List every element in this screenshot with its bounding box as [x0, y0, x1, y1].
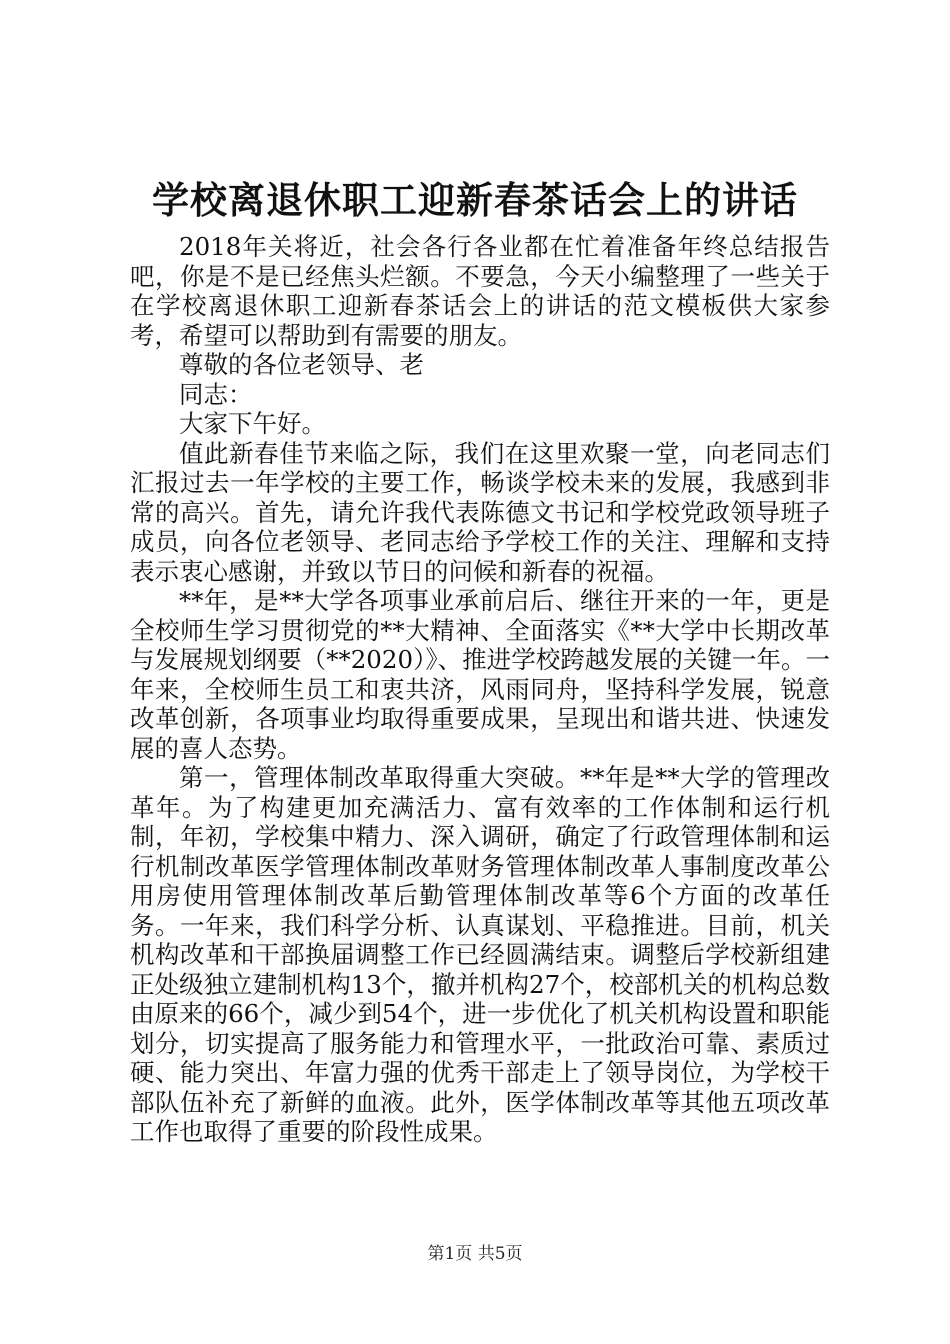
paragraph-management-reform: 第一，管理体制改革取得重大突破。**年是**大学的管理改革年。为了构建更加充满活力、富有效率的工作体制和运行机制，年初，学校集中精力、深入调研，确定了行政管理体制和运行机制改革医学管理体制改革财务管理体制改革人事制度改革公用房使用管理体制改革后勤管理体制改革等6个方面的改革任务。一年来，我们科学分析、认真谋划、平稳推进。目前，机关机构改革和干部换届调整工作已经圆满结束。调整后学校新组建正处级独立建制机构13个，撤并机构27个，校部机关的机构总数由原来的66个，减少到54个，进一步优化了机关机构设置和职能划分，切实提高了服务能力和管理水平，一批政治可靠、素质过硬、能力突出、年富力强的优秀干部走上了领导岗位，为学校干部队伍补充了新鲜的血液。此外，医学体制改革等其他五项改革工作也取得了重要的阶段性成果。 [130, 763, 830, 1146]
page-number-footer: 第1页 共5页 [427, 1244, 523, 1264]
paragraph-greeting: 大家下午好。 [179, 409, 326, 438]
paragraph-salutation: 尊敬的各位老领导、老 [179, 350, 424, 379]
paragraph-year-summary: **年，是**大学各项事业承前启后、继往开来的一年，更是全校师生学习贯彻党的**大精神、全面落实《**大学中长期改革与发展规划纲要（**2020）》、推进学校跨越发展的关键一年。一年来，全校师生员工和衷共济，风雨同舟，坚持科学发展，锐意改革创新，各项事业均取得重要成果，呈现出和谐共进、快速发展的喜人态势。 [130, 586, 830, 763]
document-title: 学校离退休职工迎新春茶话会上的讲话 [152, 178, 798, 222]
paragraph-salutation-continued: 同志： [179, 379, 253, 409]
paragraph-intro: 2018年关将近，社会各行各业都在忙着准备年终总结报告吧，你是不是已经焦头烂额。不要急，今天小编整理了一些关于在学校离退休职工迎新春茶话会上的讲话的范文模板供大家参考，希望可以帮助到有需要的朋友。 [130, 232, 830, 350]
document-body [130, 232, 830, 1147]
paragraph-opening: 值此新春佳节来临之际，我们在这里欢聚一堂，向老同志们汇报过去一年学校的主要工作，畅谈学校未来的发展，我感到非常的高兴。首先，请允许我代表陈德文书记和学校党政领导班子成员，向各位老领导、老同志给予学校工作的关注、理解和支持表示衷心感谢，并致以节日的问候和新春的祝福。 [130, 438, 830, 586]
